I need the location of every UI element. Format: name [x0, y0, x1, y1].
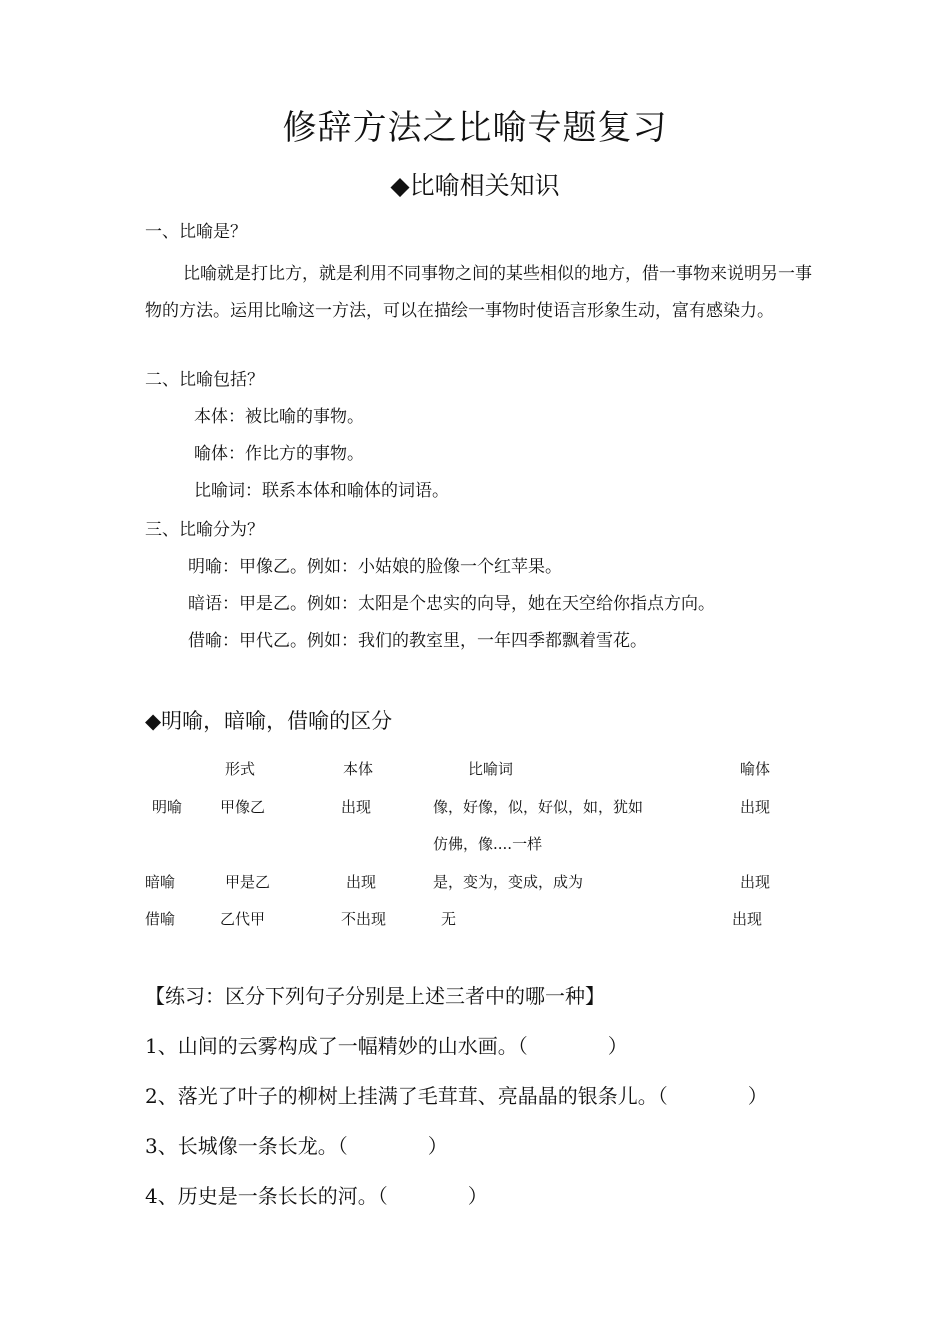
table-cell-form: 甲像乙 — [220, 798, 266, 816]
question-3-heading: 三、比喻分为？ — [145, 520, 264, 540]
table-cell-type: 暗喻 — [145, 873, 176, 891]
component-item: 本体：被比喻的事物。 — [194, 407, 364, 427]
table-cell-form: 甲是乙 — [225, 873, 271, 891]
table-cell-type: 借喻 — [145, 910, 176, 928]
question-1-heading: 一、比喻是？ — [145, 222, 247, 242]
exercise-item: 2、落光了叶子的柳树上挂满了毛茸茸、亮晶晶的银条儿。（ ） — [145, 1084, 768, 1108]
table-cell-tenor: 出现 — [341, 798, 372, 816]
table-cell-vehicle: 出现 — [732, 910, 763, 928]
table-cell-words: 无 — [441, 910, 457, 928]
table-cell-type: 明喻 — [152, 798, 183, 816]
page-title: 修辞方法之比喻专题复习 — [282, 108, 668, 148]
table-cell-vehicle: 出现 — [740, 798, 771, 816]
question-2-heading: 二、比喻包括？ — [145, 370, 264, 390]
table-cell-tenor: 出现 — [346, 873, 377, 891]
table-header-vehicle: 喻体 — [740, 760, 771, 778]
component-item: 比喻词：联系本体和喻体的词语。 — [194, 481, 449, 501]
section-heading-knowledge: ◆比喻相关知识 — [390, 171, 560, 200]
table-cell-form: 乙代甲 — [220, 910, 266, 928]
exercise-item: 4、历史是一条长长的河。（ ） — [145, 1184, 488, 1208]
table-header-words: 比喻词 — [468, 760, 514, 778]
exercise-item: 1、山间的云雾构成了一幅精妙的山水画。（ ） — [145, 1034, 628, 1058]
type-item: 暗语：甲是乙。例如：太阳是个忠实的向导，她在天空给你指点方向。 — [188, 594, 715, 614]
table-cell-tenor: 不出现 — [341, 910, 387, 928]
exercise-heading: 【练习：区分下列句子分别是上述三者中的哪一种】 — [145, 984, 605, 1008]
table-header-tenor: 本体 — [343, 760, 374, 778]
table-cell-words: 仿佛，像....一样 — [433, 835, 543, 853]
table-cell-words: 是，变为，变成，成为 — [433, 873, 584, 891]
exercise-item: 3、长城像一条长龙。（ ） — [145, 1134, 448, 1158]
type-item: 借喻：甲代乙。例如：我们的教室里，一年四季都飘着雪花。 — [188, 631, 647, 651]
table-header-form: 形式 — [225, 760, 256, 778]
table-cell-words: 像，好像，似，好似，如，犹如 — [433, 798, 644, 816]
section-heading-comparison: ◆明喻，暗喻，借喻的区分 — [145, 709, 393, 733]
definition-paragraph: 比喻就是打比方，就是利用不同事物之间的某些相似的地方，借一事物来说明另一事物的方法。运用比喻这一方法，可以在描绘一事物时使语言形象生动，富有感染力。 — [145, 264, 812, 321]
table-cell-vehicle: 出现 — [740, 873, 771, 891]
component-item: 喻体：作比方的事物。 — [194, 444, 364, 464]
type-item: 明喻：甲像乙。例如：小姑娘的脸像一个红苹果。 — [188, 557, 562, 577]
